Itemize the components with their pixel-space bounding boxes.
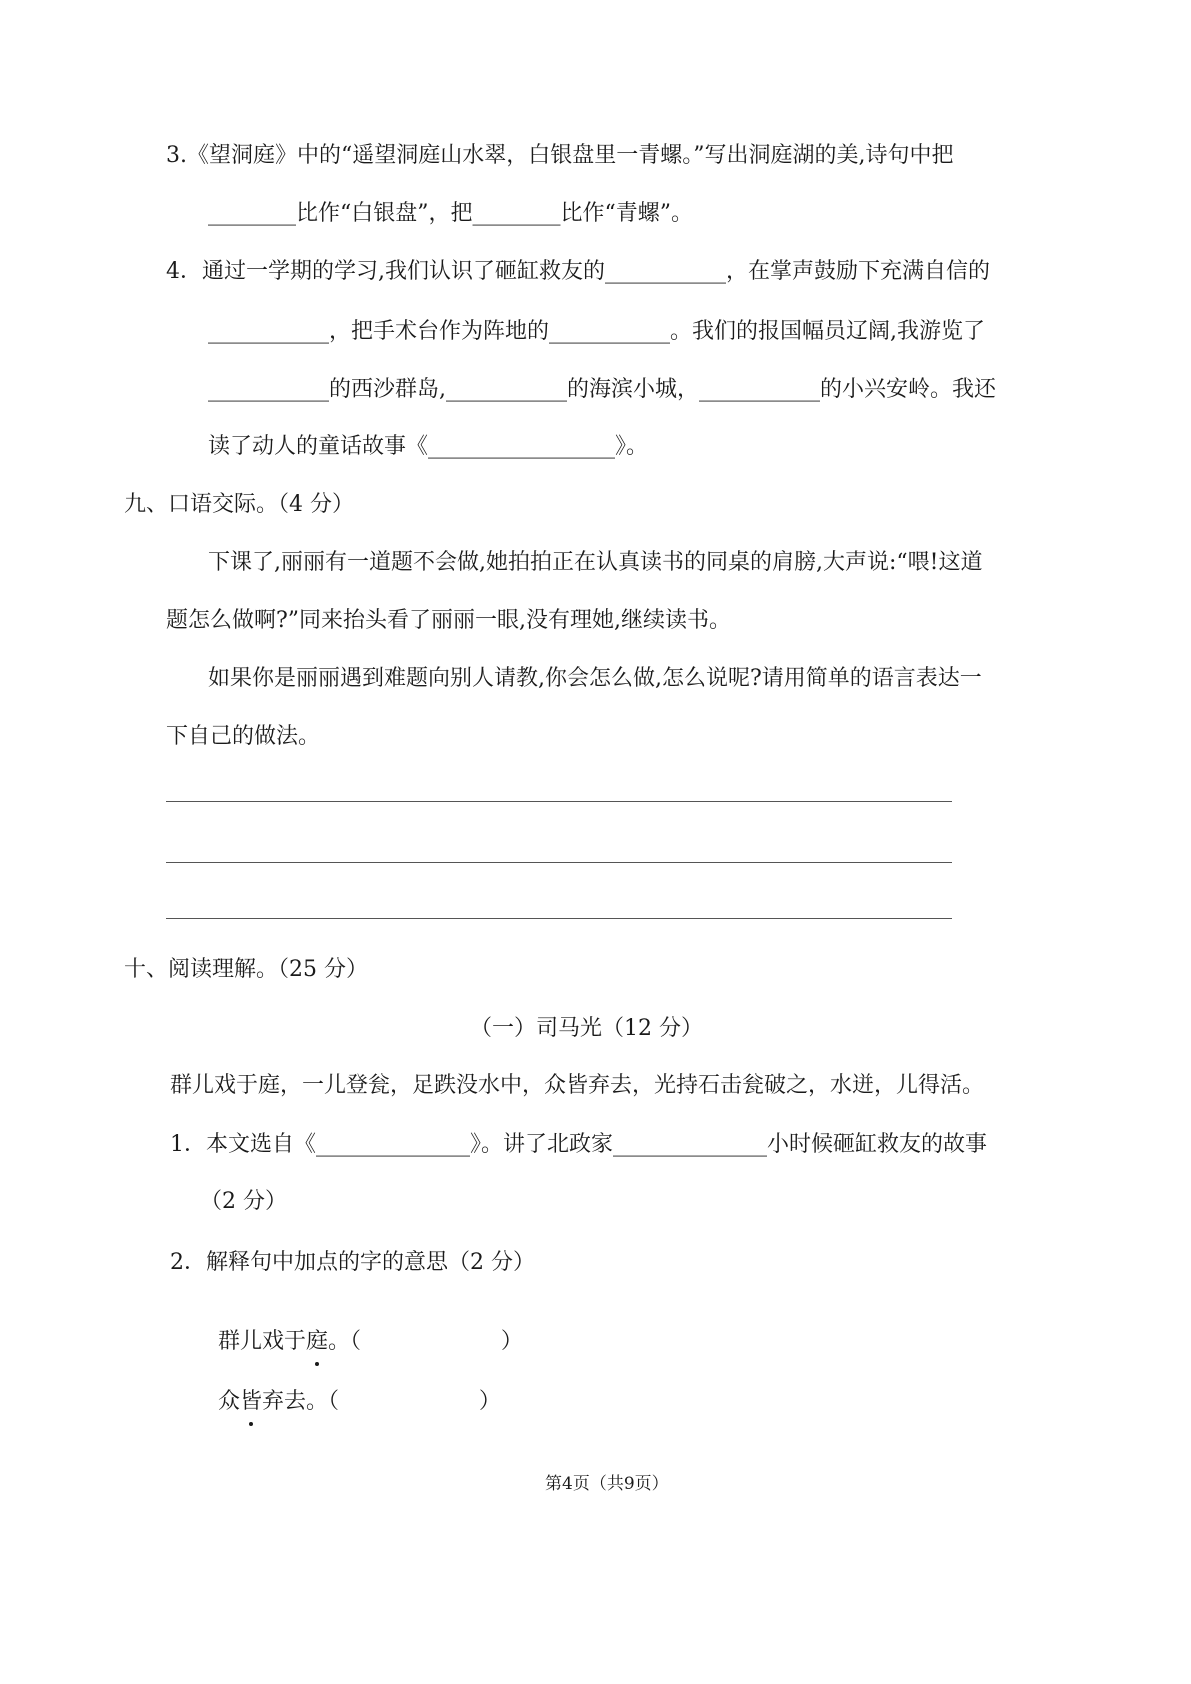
section-9-paragraph-1-line-2: 题怎么做啊?”同来抬头看了丽丽一眼,没有理她,继续读书。 bbox=[166, 608, 732, 633]
question-2-item-2 bbox=[204, 1357, 501, 1417]
section-9-paragraph-1-line-1: 下课了,丽丽有一道题不会做,她拍拍正在认真读书的同桌的肩膀,大声说:“喂!这道 bbox=[208, 550, 983, 575]
section-9-paragraph-2-line-2: 下自己的做法。 bbox=[166, 724, 321, 749]
section-10-heading: 十、阅读理解。（25 分） bbox=[124, 957, 368, 982]
question-2-title: 2．解释句中加点的字的意思（2 分） bbox=[170, 1250, 535, 1275]
section-9-heading: 九、口语交际。（4 分） bbox=[124, 492, 354, 517]
question-2-item-1 bbox=[204, 1297, 523, 1357]
question-1-line-1: 1．本文选自《______________》。讲了北政家______________小时候砸缸救友的故事 bbox=[170, 1132, 987, 1157]
item-1-dotted-char: 庭 bbox=[306, 1327, 328, 1357]
item-2-dotted-char: 皆 bbox=[240, 1387, 262, 1417]
item-2-before: 众 bbox=[218, 1389, 241, 1414]
item-1-after: 。（ ） bbox=[328, 1329, 523, 1354]
q3-line-1: 3.《望洞庭》中的“遥望洞庭山水翠，白银盘里一青螺。”写出洞庭湖的美,诗句中把 bbox=[166, 143, 954, 168]
page-footer: 第4页（共9页） bbox=[545, 1474, 669, 1494]
passage-text: 群儿戏于庭，一儿登瓮，足跌没水中，众皆弃去，光持石击瓮破之，水迸，儿得活。 bbox=[170, 1073, 985, 1098]
question-1-line-2: （2 分） bbox=[200, 1189, 287, 1214]
item-1-before: 群儿戏于 bbox=[218, 1329, 307, 1354]
answer-line-2[interactable] bbox=[166, 862, 952, 863]
q4-line-3: ___________的西沙群岛,___________的海滨小城，___________的小兴安岭。我还 bbox=[208, 377, 996, 402]
q3-line-2: ________比作“白银盘”，把________比作“青螺”。 bbox=[208, 201, 693, 226]
q4-line-4: 读了动人的童话故事《_________________》。 bbox=[208, 434, 649, 459]
q4-line-1: 4．通过一学期的学习,我们认识了砸缸救友的___________，在掌声鼓励下充满自信的 bbox=[166, 259, 990, 284]
section-9-paragraph-2-line-1: 如果你是丽丽遇到难题向别人请教,你会怎么做,怎么说呢?请用简单的语言表达一 bbox=[208, 666, 982, 691]
answer-line-1[interactable] bbox=[166, 801, 952, 802]
reading-subtitle: （一）司马光（12 分） bbox=[470, 1016, 703, 1041]
item-2-after: 弃去。（ ） bbox=[262, 1389, 501, 1414]
answer-line-3[interactable] bbox=[166, 918, 952, 919]
q4-line-2: ___________，把手术台作为阵地的___________。我们的报国幅员辽阔,我游览了 bbox=[208, 319, 985, 344]
